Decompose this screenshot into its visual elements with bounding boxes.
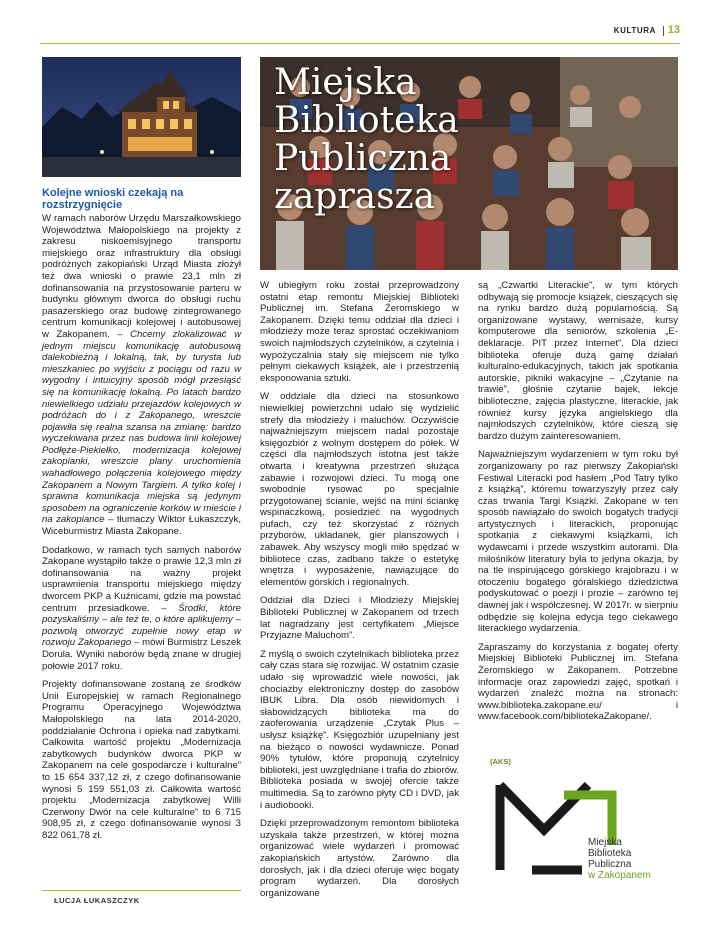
left-article-author: ŁUCJA ŁUKASZCZYK xyxy=(54,896,140,905)
main-article-title xyxy=(274,64,534,216)
title-line: Publiczna xyxy=(274,138,452,179)
left-article-body xyxy=(42,213,241,848)
text-run: – tłumaczy Wiktor Łukaszczyk, Wiceburmistrz Miasta Zakopane. xyxy=(42,514,242,538)
main-article-column-2 xyxy=(478,280,678,730)
header-rule xyxy=(40,43,680,44)
title-line: Miejska xyxy=(274,62,417,103)
quote: Chcemy zlokalizować w jednym miejscu komunikację autobusową dalekobieżną i lokalną, tak, by turysta lub mieszkaniec po wyjściu z pociągu od razu w wygodny i intuicyjny sposób mógł przesiąść się na komunikację lokalną. Po latach bardzo niewielkiego udziału przejazdów kolejowych w podróżach do i z Zakopanego, wreszcie pojawiła się realna szansa na zmianę: bardzo wyczekiwana przez nas budowa linii kolejowej Podłęże-Piekiełko, modernizacja kolejowej zakopianki, wreszcie plany uruchomienia wahadłowego połączenia kolejowego między Zakopanem a Nowym Targiem. A tylko kolej i sprawna komunikacja miejska są jedynym sposobem na ograniczenie korków w mieście i na zakopiance xyxy=(42,328,242,526)
title-line: Biblioteka xyxy=(274,100,459,141)
paragraph: Zapraszamy do korzystania z bogatej oferty Miejskiej Biblioteki Publicznej im. Stefana Żeromskiego w Zakopanem. Potrzebne informacje oraz zapowiedzi zajęć, spotkań i wydarzeń znaleźć można na stronach: www.biblioteka.zakopane.eu/ i www.facebook.com/bibliotekaZakopane/. xyxy=(478,641,678,723)
section-label: KULTURA xyxy=(613,26,656,35)
paragraph: Z myślą o swoich czytelnikach biblioteka przez cały czas stara się rozwijać. W ostatnim czasie udało się wprowadzić wiele nowości, jak chociażby elektroniczny dostęp do zasobów IBUK Libra. Dla osób niewidomych i słabowidzących biblioteka ma do zaoferowania urządzenie „Czytak Plus – usłysz książkę”. Księgozbiór uzupełniany jest na bieżąco o nowości wydawnicze. Ponad 90% tytułów, które proponują czytelnicy biblioteki, jest uwzględniane i trafia do zbiorów. Biblioteka posiada w swojej ofercie także multimedia. Są to zarówno płyty CD i DVD, jak i audiobooki. xyxy=(260,648,459,811)
library-logo xyxy=(492,775,682,895)
logo-line: Publiczna xyxy=(588,859,632,870)
logo-line: Biblioteka xyxy=(588,848,632,859)
paragraph: są „Czwartki Literackie”, w tym których odbywają się promocje książek, cieszących się na rynku bardzo dużą popularnością. Są organizowane wystawy, wernisaże, kursy komputerowe dla seniorów, szkolenia „E-deklaracje. PIT przez Internet”. Dla dzieci biblioteka oferuje dużą gamę działań kulturalno-edukacyjnych, takich jak spotkania autorskie, pikniki wakacyjne – „Czytanie na trawie”, głośnie czytanie bajek, lekcje biblioteczne, zajęcia plastyczne, literackie, jak również kursy języka angielskiego dla najmłodszych czytelników, które cieszą się bardzo dużym zainteresowaniem. xyxy=(478,280,678,442)
paragraph xyxy=(42,545,241,673)
article-signature: (AKS) xyxy=(490,757,511,766)
paragraph: W oddziale dla dzieci na stosunkowo niewielkiej powierzchni udało się wydzielić strefy dla młodzieży i maluchów. Oczywiście najważniejszym miejscem nadal pozostaje księgozbiór z wolnym dostępem do półek. W części dla najmłodszych istotna jest także otwarta i kreatywna przestrzeń służąca zabawie i rozwojowi dzieci. Tu mogą one swobodnie rysować po specjalnie przygotowanej ścianie, wejść na mini ściankę wspinaczkową, posiedzieć na wygodnych pufach, czy też skorzystać z różnych przyborów, układanek, gier planszowych i zabawek. Aby wszyscy mogli miło spędzać w bibliotece czas, zadbano także o estetykę wnętrza i wyposażenie, nawiązujące do elementów górskich i regionalnych. xyxy=(260,391,459,588)
paragraph: W ubiegłym roku został przeprowadzony ostatni etap remontu Miejskiej Biblioteki Publicznej im. Stefana Żeromskiego w Zakopanem. Dzięki temu oddział dla dzieci i młodzieży może teraz sprostać oczekiwaniom swoich najmłodszych czytelników, a czytelnia i wypożyczalnia stały się miejscem nie tylko pełnym ciekawych książek, ale i przestrzenią eksponowania sztuki. xyxy=(260,280,459,384)
header-separator xyxy=(663,26,664,36)
paragraph: Najważniejszym wydarzeniem w tym roku był zorganizowany po raz pierwszy Zakopiański Festiwal Literacki pod hasłem „Pod Tatry tylko z książką”, któremu towarzyszyły przez cały czas trwania Targi Książki. Zakopane w ten sposób nawiązało do swoich bogatych tradycji artystycznych i literackich, proponując spotkania z ciekawymi książkami, ich wydawcami i przede wszystkim autorami. Dla miłośników literatury była to jedyna okazja, by na tle inspirującego górskiego krajobrazu i w otoczeniu bogatego góralskiego dziedzictwa podyskutować o poezji i prozie – zarówno tej dawnej jak i współczesnej. W 2017r. w sierpniu odbędzie się kolejna edycja tego ciekawego literackiego wydarzenia. xyxy=(478,449,678,635)
quote: Środki, które pozyskaliśmy – ale też te, o które aplikujemy – pozwolą otworzyć zupełnie nowy etap w rozwoju Zakopanego xyxy=(42,602,241,649)
paragraph: Projekty dofinansowane zostaną ze środków Unii Europejskiej w ramach Regionalnego Programu Operacyjnego Województwa Małopolskiego na lata 2014-2020, poddziałanie Ochrona i opieka nad zabytkami. Całkowita wartość projektu „Modernizacja zabytkowych budynków dworca PKP w Zakopanem na cele gospodarcze i kulturalne” to 15 654 337,12 zł, z czego dofinansowanie wynosi 5 159 551,03 zł. Całkowita wartość projektu „Modernizacja zabytkowej Willi Czerwony Dwór na cele kulturalne” to 6 715 908,95 zł, z czego dofinansowanie wynosi 3 822 061,78 zł. xyxy=(42,679,241,841)
text-run: Dodatkowo, w ramach tych samych naborów Zakopane wystąpiło także o prawie 12,3 mln zł dofinansowania na ważny projekt usprawnienia transportu miejskiego między dworcem PKP a Kuźnicami, gdzie ma powstać centrum przesiadkowe. – xyxy=(42,544,241,614)
title-line: zaprasza xyxy=(274,176,436,217)
paragraph: Dzięki przeprowadzonym remontom biblioteka uzyskała także przestrzeń, w której można organizować wiele wydarzeń i promować zakopiańskich artystów. Zarówno dla dorosłych, jak i dla dzieci oferuje więc bogaty program wydarzeń. Dla dorosłych organizowane xyxy=(260,818,459,899)
page-number: 13 xyxy=(667,24,680,36)
logo-text xyxy=(588,837,651,881)
paragraph xyxy=(42,213,241,538)
left-article-headline: Kolejne wnioski czekają na rozstrzygnięcie xyxy=(42,187,184,211)
column-rule xyxy=(42,890,241,891)
main-article-column-1 xyxy=(260,280,459,906)
text-run: – mówi Burmistrz Leszek Dorula. Wyniki naborów będą znane w drugiej połowie 2017 roku. xyxy=(42,637,241,672)
page-header xyxy=(40,26,680,40)
logo-line: Miejska xyxy=(588,837,622,848)
logo-line: w Zakopanem xyxy=(588,870,651,881)
text-run: W ramach naborów Urzędu Marszałkowskiego Województwa Małopolskiego na projekty z zakresu niskoemisyjnego transportu miejskiego oraz infrastruktury dla obsługi podróżnych zakopiański Urząd Miasta złożył też dwa wnioski o prawie 23,1 mln zł dofinansowania na przystosowanie parteru w budynku głównym dworca do obsługi ruchu pasażerskiego oraz budowę zintegrowanego centrum komunikacji kolejowej i autobusowej w Zakopanem. – xyxy=(42,213,241,340)
villa-photo xyxy=(42,57,241,177)
paragraph: Oddział dla Dzieci i Młodzieży Miejskiej Biblioteki Publicznej w Zakopanem od trzech lat nagradzany jest certyfikatem „Miejsce Przyjazne Maluchom”. xyxy=(260,595,459,642)
